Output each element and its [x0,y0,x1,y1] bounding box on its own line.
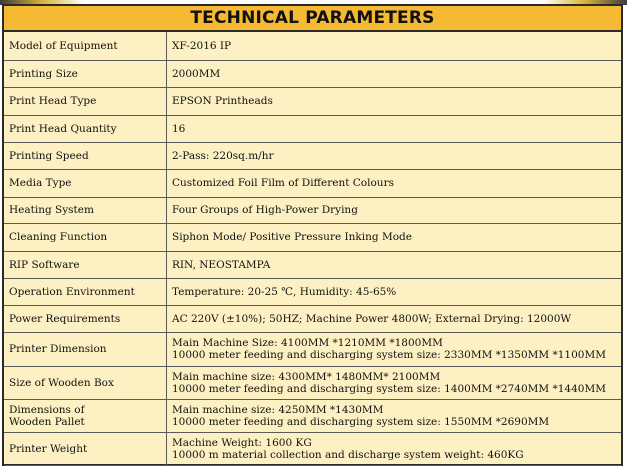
parameter-label-line: Power Requirements [9,312,121,325]
parameter-value-line: AC 220V (±10%); 50HZ; Machine Power 4800W; External Drying: 12000W [172,312,572,325]
parameter-label [4,432,167,465]
parameter-label [4,223,167,251]
parameter-value-line: Main machine size: 4250MM *1430MM [172,403,384,416]
parameter-label [4,32,167,60]
parameter-value [167,60,622,87]
parameter-label-line: Printer Dimension [9,343,107,355]
parameter-label [4,169,167,197]
table-row [4,142,621,169]
parameter-value [167,278,622,305]
parameter-value [167,399,622,432]
parameter-label [4,305,167,332]
parameters-panel [2,4,623,466]
parameter-value [167,305,622,332]
table-row [4,32,621,60]
parameter-label [4,60,167,87]
parameter-value-line: 10000 meter feeding and discharging system size: 2330MM *1350MM *1100MM [172,349,606,361]
panel-title: TECHNICAL PARAMETERS [4,6,621,32]
parameter-label [4,278,167,305]
table-row [4,115,621,142]
parameter-value-line: EPSON Printheads [172,95,273,107]
table-row [4,399,621,432]
table-row [4,223,621,251]
parameter-label [4,366,167,399]
table-row [4,251,621,278]
parameters-table [4,32,621,466]
parameter-value-line: RIN, NEOSTAMPA [172,258,271,271]
parameter-value-line: 10000 meter feeding and discharging system size: 1400MM *2740MM *1440MM [172,382,606,395]
parameter-label-line: Model of Equipment [9,39,118,52]
parameter-value-line: 2-Pass: 220sq.m/hr [172,149,274,162]
table-row [4,432,621,465]
parameter-value [167,332,622,366]
parameter-label [4,197,167,223]
parameter-value [167,432,622,465]
parameter-value [167,169,622,197]
parameter-label [4,399,167,432]
parameter-label-line: Dimensions of [9,403,85,416]
parameter-value-line: 10000 meter feeding and discharging system size: 1550MM *2690MM [172,415,550,428]
parameter-label [4,332,167,366]
parameter-label-line: RIP Software [9,258,80,271]
parameter-value [167,32,622,60]
parameter-value-line: 2000MM [172,67,221,80]
parameter-value [167,251,622,278]
parameter-label-line: Size of Wooden Box [9,376,114,389]
table-row [4,366,621,399]
parameter-value-line: Main machine size: 4300MM* 1480MM* 2100MM [172,370,441,383]
parameter-value-line: Machine Weight: 1600 KG [172,436,312,449]
parameter-label [4,87,167,115]
table-row [4,305,621,332]
parameter-value [167,366,622,399]
table-row [4,197,621,223]
parameter-value-line: Customized Foil Film of Different Colours [172,177,394,189]
parameter-label-line: Media Type [9,177,72,189]
parameters-table-body [4,32,621,465]
table-row [4,278,621,305]
parameter-label [4,115,167,142]
parameter-label [4,251,167,278]
parameter-value-line: XF-2016 IP [172,39,232,52]
table-row [4,332,621,366]
parameter-label-line: Printer Weight [9,442,88,455]
table-row [4,60,621,87]
parameter-value-line: 10000 m material collection and discharge system weight: 460KG [172,448,524,461]
parameter-value-line: Four Groups of High-Power Drying [172,204,358,216]
parameter-label-line: Heating System [9,204,94,216]
parameter-value [167,223,622,251]
table-row [4,169,621,197]
parameter-value-line: Siphon Mode/ Positive Pressure Inking Mode [172,231,412,243]
parameter-label-line: Print Head Type [9,95,97,107]
parameter-value-line: Temperature: 20-25 ℃, Humidity: 45-65% [172,285,397,298]
parameter-value [167,115,622,142]
parameter-label-line: Cleaning Function [9,231,108,243]
parameter-label-line: Operation Environment [9,285,135,298]
parameter-label-line: Wooden Pallet [9,415,85,428]
parameter-label-line: Printing Speed [9,149,89,162]
table-row [4,87,621,115]
parameter-label-line: Printing Size [9,67,78,80]
parameter-value [167,197,622,223]
parameter-value [167,87,622,115]
parameter-value-line: 16 [172,122,186,135]
parameter-label-line: Print Head Quantity [9,122,117,135]
parameter-label [4,142,167,169]
parameter-value [167,142,622,169]
parameter-value-line: Main Machine Size: 4100MM *1210MM *1800MM [172,337,443,349]
